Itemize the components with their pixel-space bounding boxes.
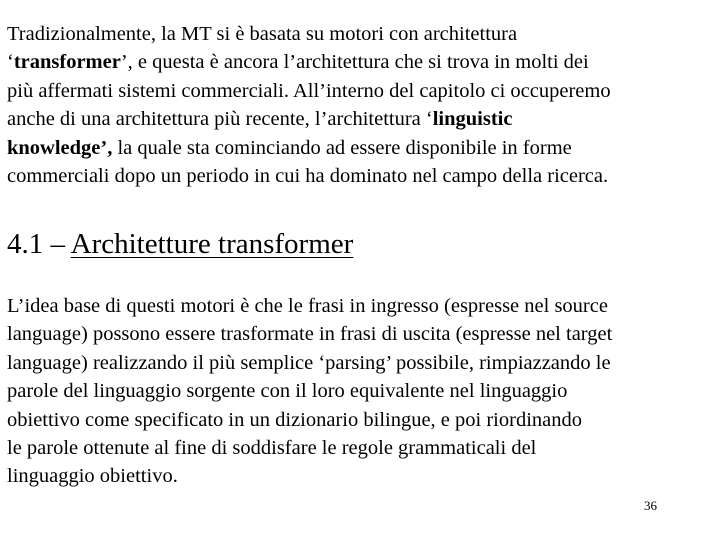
- intro-line-2: [7, 48, 611, 76]
- section-heading: [7, 226, 353, 262]
- intro-line-4-text: anche di una architettura più recente, l’architettura ‘: [7, 108, 433, 131]
- section-number: 4.1 –: [7, 228, 71, 260]
- body-paragraph: [7, 292, 612, 491]
- body-line-4: parole del linguaggio sorgente con il loro equivalente nel linguaggio: [7, 380, 568, 403]
- intro-line-4: [7, 105, 611, 133]
- body-line-3: language) realizzando il più semplice ‘parsing’ possibile, rimpiazzando le: [7, 351, 611, 374]
- term-transformer: transformer: [13, 51, 121, 74]
- body-line-7: linguaggio obiettivo.: [7, 465, 178, 488]
- body-line-6: le parole ottenute al fine di soddisfare le regole grammaticali del: [7, 437, 537, 460]
- term-linguistic: linguistic: [432, 108, 513, 131]
- body-line-1: L’idea base di questi motori è che le frasi in ingresso (espresse nel source: [7, 295, 608, 317]
- section-title: Architetture transformer: [70, 228, 354, 260]
- open-quote: ‘: [7, 51, 14, 74]
- intro-line-6: commerciali dopo un periodo in cui ha dominato nel campo della ricerca.: [7, 165, 609, 188]
- body-line-5: obiettivo come specificato in un dizionario bilingue, e poi riordinando: [7, 408, 582, 431]
- body-line-2: language) possono essere trasformate in frasi di uscita (espresse nel target: [7, 323, 613, 346]
- intro-paragraph: [7, 20, 611, 190]
- term-knowledge: knowledge’,: [7, 136, 113, 159]
- page-number: 36: [644, 498, 657, 513]
- intro-line-5: [7, 134, 611, 162]
- intro-line-5-text: la quale sta cominciando ad essere disponibile in forme: [112, 136, 572, 159]
- intro-line-3: più affermati sistemi commerciali. All’interno del capitolo ci occuperemo: [7, 79, 611, 102]
- intro-line-1: Tradizionalmente, la MT si è basata su motori con architettura: [7, 23, 518, 45]
- intro-line-2-text: ’, e questa è ancora l’architettura che si trova in molti dei: [120, 51, 589, 74]
